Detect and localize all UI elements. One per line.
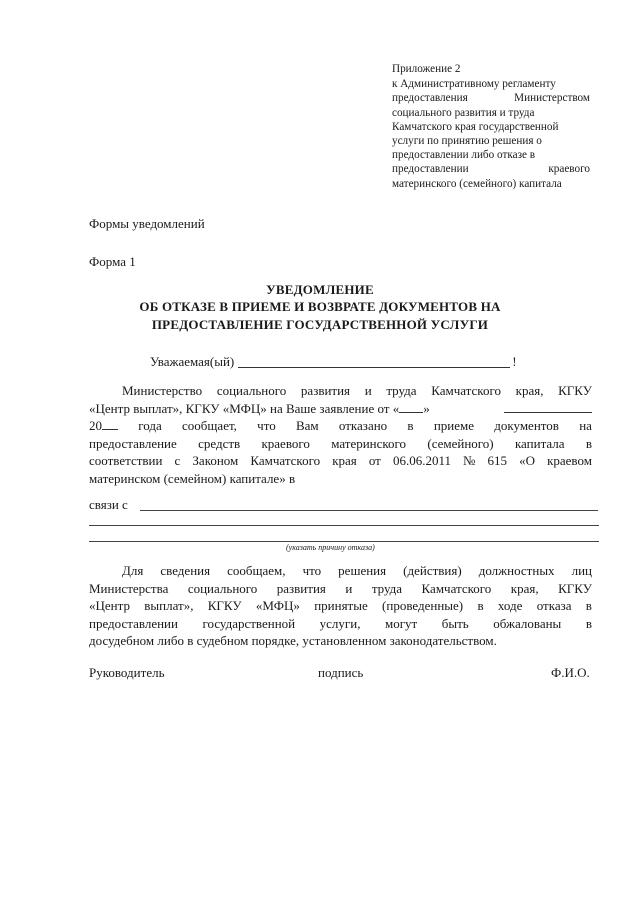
appendix-line: материнского (семейного) капитала	[392, 177, 562, 190]
word: КГКУ	[558, 580, 592, 596]
paragraph-line	[89, 417, 592, 435]
word: КГКУ	[207, 598, 242, 614]
word: соответствии	[89, 453, 163, 469]
paragraph-line	[89, 615, 592, 633]
word: края,	[515, 383, 544, 398]
greeting-suffix: !	[512, 354, 517, 369]
text-fragment: 20	[89, 418, 102, 434]
word: выплат»,	[144, 598, 194, 614]
year-blank[interactable]	[102, 417, 118, 430]
notice-paragraph	[89, 382, 592, 488]
signature-name: Ф.И.О.	[551, 665, 590, 680]
word: в	[585, 598, 592, 614]
word: «МФЦ»	[255, 598, 300, 614]
paragraph-line: материнском (семейном) капитале» в	[89, 470, 296, 486]
word: развития	[300, 383, 351, 398]
word: предоставление	[89, 435, 177, 451]
day-blank[interactable]	[399, 400, 423, 413]
word: что	[257, 418, 276, 434]
year-group	[89, 417, 118, 435]
paragraph-line	[89, 435, 592, 453]
word: в	[407, 418, 414, 434]
appendix-line: услуги по принятию решения о	[392, 135, 542, 148]
signature-position: Руководитель	[89, 665, 165, 680]
appendix-line	[392, 162, 590, 176]
word: краевом	[547, 453, 592, 469]
word: капитала	[514, 435, 565, 451]
word: сообщаем,	[227, 563, 286, 578]
word: услуги,	[319, 615, 361, 631]
appendix-word: предоставления	[392, 92, 468, 105]
word: (проведенные)	[382, 598, 464, 614]
word: труда	[386, 383, 417, 398]
word: принятые	[314, 598, 368, 614]
word: Камчатского	[421, 580, 492, 596]
reason-caption: (указать причину отказа)	[286, 543, 375, 552]
appendix-line	[392, 91, 590, 105]
appendix-word: Министерством	[514, 92, 590, 105]
word: (семейного)	[427, 435, 494, 451]
word: сведения	[160, 563, 211, 578]
word: 615	[487, 453, 508, 469]
reason-blank-line[interactable]	[140, 510, 598, 511]
greeting-prefix: Уважаемая(ый)	[150, 354, 235, 369]
word: должностных	[478, 563, 555, 578]
paragraph-text	[89, 400, 430, 418]
paragraph-line	[89, 400, 592, 418]
greeting-line	[150, 354, 517, 370]
section-title: Формы уведомлений	[89, 216, 205, 231]
word: государственной	[202, 615, 296, 631]
word: «О	[519, 453, 535, 469]
word: отказано	[338, 418, 388, 434]
word: что	[302, 563, 322, 578]
word: ходе	[497, 598, 523, 614]
word: развития	[276, 580, 326, 596]
word: Министерство	[122, 383, 203, 398]
appendix-line: к Административному регламенту	[392, 78, 556, 91]
paragraph-line	[89, 562, 592, 580]
word: документов	[494, 418, 559, 434]
word: предоставлении	[89, 615, 178, 631]
paragraph-line	[89, 597, 592, 615]
word: в	[585, 615, 592, 631]
word: и	[364, 383, 372, 398]
appeal-paragraph	[89, 562, 592, 650]
word: края,	[510, 580, 539, 596]
appendix-block	[392, 62, 590, 191]
word: быть	[441, 615, 469, 631]
word: приеме	[433, 418, 474, 434]
reason-blank-line[interactable]	[89, 541, 599, 542]
word: могут	[384, 615, 418, 631]
appendix-line: предоставлении либо отказе в	[392, 149, 536, 162]
text-fragment: «Центр выплат», КГКУ «МФЦ» на Ваше заявление от «	[89, 400, 400, 416]
paragraph-line	[89, 452, 592, 470]
appendix-line: Камчатского края государственной	[392, 120, 559, 133]
signature-sign: подпись	[318, 665, 364, 680]
reason-label: связи с	[89, 497, 128, 512]
form-label: Форма 1	[89, 254, 136, 269]
paragraph-line	[89, 580, 592, 598]
word: материнского	[331, 435, 407, 451]
word: обжалованы	[493, 615, 562, 631]
word: «Центр	[89, 598, 130, 614]
word: Министерства	[89, 580, 169, 596]
recipient-name-blank[interactable]	[238, 354, 510, 368]
word: Камчатского	[250, 453, 321, 469]
word: сообщает,	[182, 418, 237, 434]
appendix-title: Приложение 2	[392, 63, 461, 75]
word: Вам	[295, 418, 319, 434]
paragraph-line: досудебном либо в судебном порядке, установленном законодательством.	[89, 633, 497, 649]
word: от	[368, 453, 381, 469]
text-fragment: »	[423, 400, 430, 416]
word: труда	[371, 580, 403, 596]
word: Для	[122, 563, 144, 578]
notice-subheading: ПРЕДОСТАВЛЕНИЕ ГОСУДАРСТВЕННОЙ УСЛУГИ	[151, 317, 489, 332]
word: социального	[187, 580, 258, 596]
reason-blank-line[interactable]	[89, 525, 599, 526]
word: в	[477, 598, 484, 614]
word: с	[174, 453, 181, 469]
month-blank[interactable]	[504, 400, 592, 413]
word: социального	[216, 383, 287, 398]
paragraph-line	[89, 382, 592, 400]
appendix-word: предоставлении	[392, 163, 469, 176]
word: КГКУ	[558, 383, 592, 398]
word: (действия)	[403, 563, 462, 578]
word: решения	[338, 563, 387, 578]
word: средств	[198, 435, 241, 451]
word: Камчатского	[431, 383, 501, 398]
appendix-word: краевого	[548, 163, 590, 176]
word: 06.06.2011	[392, 453, 451, 469]
word: №	[463, 453, 476, 469]
word: года	[138, 418, 162, 434]
word: Законом	[192, 453, 239, 469]
word: краевого	[261, 435, 310, 451]
notice-heading: УВЕДОМЛЕНИЕ	[266, 282, 374, 297]
word: и	[345, 580, 353, 596]
word: на	[579, 418, 592, 434]
word: лиц	[571, 563, 592, 578]
notice-subheading: ОБ ОТКАЗЕ В ПРИЕМЕ И ВОЗВРАТЕ ДОКУМЕНТОВ НА	[139, 299, 501, 314]
word: в	[585, 435, 592, 451]
word: края	[332, 453, 357, 469]
word: отказа	[536, 598, 572, 614]
appendix-line: социального развития и труда	[392, 106, 535, 119]
